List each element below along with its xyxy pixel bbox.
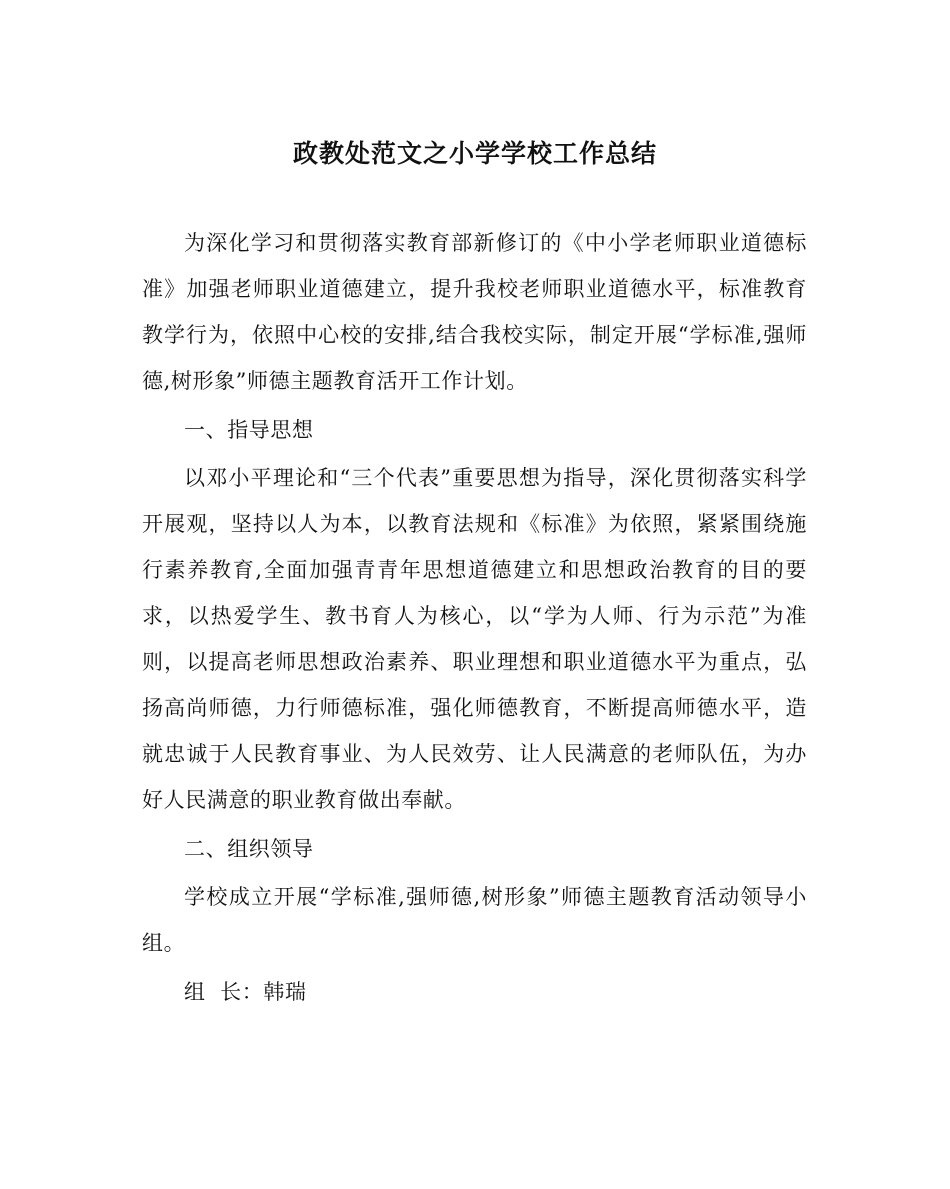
paragraph-guiding-ideology: 以邓小平理论和“三个代表”重要思想为指导，深化贯彻落实科学开展观，坚持以人为本，以教育法规和《标准》为依照，紧紧围绕施行素养教育,全面加强青青年思想道德建立和思想政治教育的目的要求，以热爱学生、教书育人为核心，以“学为人师、行为示范”为准则，以提高老师思想政治素养、职业理想和职业道德水平为重点，弘扬高尚师德，力行师德标准，强化师德教育，不断提高师德水平，造就忠诚于人民教育事业、为人民效劳、让人民满意的老师队伍，为办好人民满意的职业教育做出奉献。 [142, 466, 807, 812]
section-heading-guiding-ideology: 一、指导思想 [184, 417, 314, 442]
section-heading-organization: 二、组织领导 [184, 836, 314, 861]
paragraph-intro: 为深化学习和贯彻落实教育部新修订的《中小学老师职业道德标准》加强老师职业道德建立，提升我校老师职业道德水平，标准教育教学行为，依照中心校的安排,结合我校实际，制定开展“学标准,强师德,树形象”师德主题教育活开工作计划。 [142, 231, 807, 393]
document-title: 政教处范文之小学学校工作总结 [292, 139, 657, 168]
group-leader-line: 组 长：韩瑞 [184, 979, 307, 1004]
document-body [142, 220, 807, 1015]
paragraph-organization: 学校成立开展“学标准,强师德,树形象”师德主题教育活动领导小组。 [142, 885, 807, 955]
